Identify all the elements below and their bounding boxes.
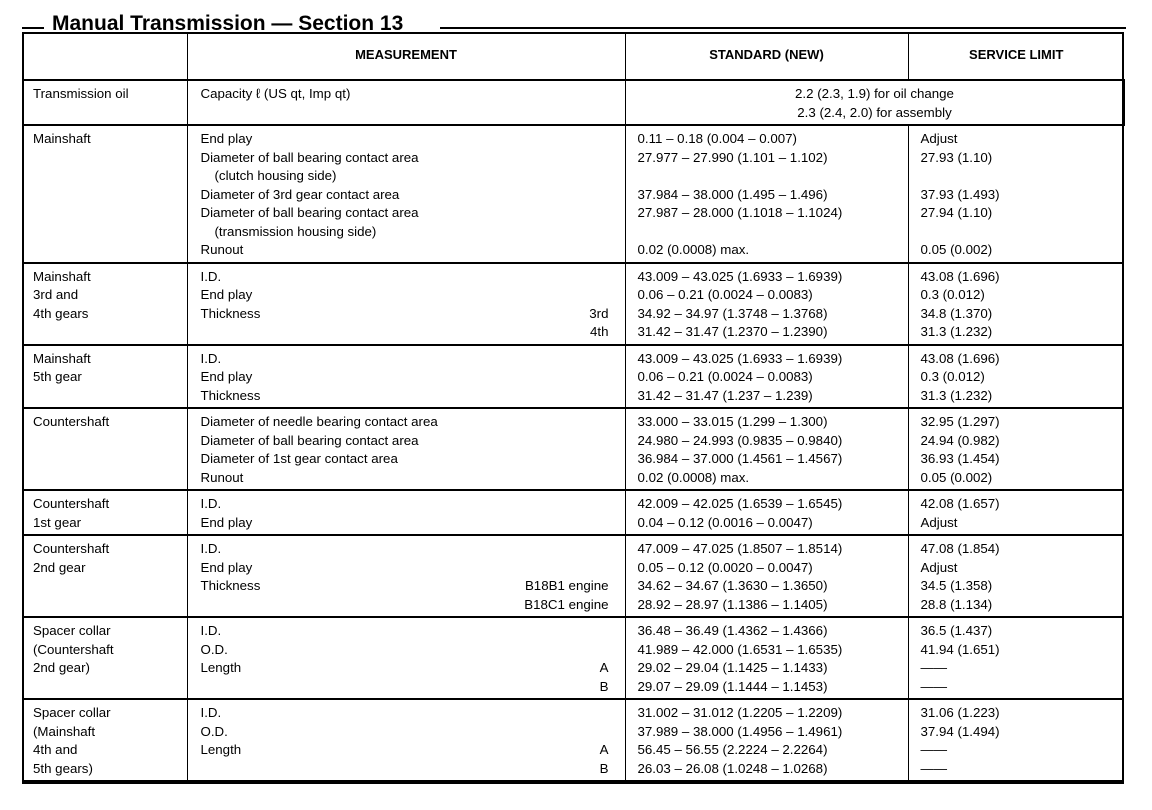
spec-group: [22, 125, 1124, 263]
standard-value: 36.984 – 37.000 (1.4561 – 1.4567): [637, 451, 843, 466]
spec-group: [22, 535, 1124, 617]
measurement-label: End play: [200, 287, 253, 302]
service-limit-cell: [908, 490, 1124, 535]
service-limit-value: 37.94 (1.494): [920, 723, 1000, 739]
component-label: Mainshaft: [33, 131, 91, 146]
measurement-label: Diameter of ball bearing contact area: [200, 205, 419, 220]
spec-body: [22, 80, 1124, 781]
measurement-line: [201, 186, 625, 205]
standard-value: 0.02 (0.0008) max.: [637, 242, 750, 257]
service-limit-value: 0.05 (0.002): [920, 242, 993, 257]
measurement-line: [201, 495, 625, 514]
standard-value: 37.984 – 38.000 (1.495 – 1.496): [637, 186, 828, 202]
component-label: 5th gear: [33, 369, 82, 384]
measurement-label: (clutch housing side): [214, 168, 337, 183]
measurement-label: O.D.: [200, 723, 228, 739]
measurement-variant-tag: B18C1 engine: [524, 596, 609, 612]
measurement-label: End play: [200, 514, 253, 530]
service-limit-value: ——: [920, 742, 948, 757]
standard-value: 0.04 – 0.12 (0.0016 – 0.0047): [637, 514, 813, 530]
standard-value: 41.989 – 42.000 (1.6531 – 1.6535): [637, 641, 843, 657]
service-limit-value: 24.94 (0.982): [920, 432, 1000, 448]
service-limit-cell: [908, 345, 1124, 409]
measurement-line: [201, 723, 625, 742]
measurement-line: [201, 149, 625, 168]
service-limit-value: 47.08 (1.854): [920, 541, 1000, 556]
measurement-line: [201, 387, 625, 406]
measurement-line: [201, 305, 625, 324]
header-service-limit: SERVICE LIMIT: [908, 32, 1124, 80]
standard-value: 31.42 – 31.47 (1.2370 – 1.2390): [637, 324, 828, 339]
service-limit-value: 42.08 (1.657): [920, 496, 1000, 511]
measurement-cell: [187, 80, 625, 125]
spec-group: [22, 617, 1124, 699]
measurement-cell: [187, 408, 625, 490]
service-limit-value: Adjust: [920, 131, 958, 146]
measurement-line: [201, 760, 625, 779]
measurement-cell: [187, 125, 625, 263]
measurement-label: Length: [200, 660, 242, 675]
service-limit-cell: [908, 263, 1124, 345]
page-title: Manual Transmission — Section 13: [52, 12, 404, 35]
service-limit-value: 43.08 (1.696): [920, 350, 1000, 366]
component-label: (Mainshaft: [33, 723, 96, 739]
measurement-line: [201, 350, 625, 369]
header-row: [22, 32, 1124, 80]
measurement-label: Runout: [200, 469, 244, 485]
component-label: Mainshaft: [33, 268, 91, 284]
measurement-cell: [187, 263, 625, 345]
measurement-cell: [187, 345, 625, 409]
measurement-label: Thickness: [200, 387, 261, 403]
standard-value: 26.03 – 26.08 (1.0248 – 1.0268): [637, 760, 828, 776]
measurement-label: I.D.: [200, 350, 222, 366]
standard-value: 33.000 – 33.015 (1.299 – 1.300): [637, 414, 828, 429]
measurement-variant-tag: 3rd: [589, 305, 609, 321]
service-limit-value: 31.06 (1.223): [920, 705, 1000, 720]
standard-value: 43.009 – 43.025 (1.6933 – 1.6939): [637, 350, 843, 366]
standard-value: 29.07 – 29.09 (1.1444 – 1.1453): [637, 678, 828, 694]
standard-value: 27.987 – 28.000 (1.1018 – 1.1024): [637, 205, 843, 220]
component-label: 4th gears: [33, 305, 89, 321]
measurement-label: I.D.: [200, 705, 222, 720]
spec-group: [22, 699, 1124, 781]
measurement-line: [201, 130, 625, 149]
service-limit-value: 31.3 (1.232): [920, 324, 993, 339]
measurement-cell: [187, 699, 625, 781]
service-limit-value: [921, 167, 1125, 186]
component-cell: [22, 263, 187, 345]
title-rule-right: [440, 27, 1126, 29]
service-limit-value: ——: [920, 760, 948, 776]
measurement-label: Diameter of 1st gear contact area: [200, 451, 398, 466]
component-label: Countershaft: [33, 414, 110, 429]
measurement-label: Thickness: [200, 305, 261, 321]
component-label: 1st gear: [33, 514, 82, 530]
title-rule-left: [22, 27, 44, 29]
standard-value: 29.02 – 29.04 (1.1425 – 1.1433): [637, 660, 828, 675]
measurement-line: [201, 641, 625, 660]
measurement-label: I.D.: [200, 541, 222, 556]
standard-value: [638, 223, 908, 242]
service-limit-value: 36.5 (1.437): [920, 623, 993, 638]
standard-value: 0.11 – 0.18 (0.004 – 0.007): [637, 131, 797, 146]
measurement-label: I.D.: [200, 623, 222, 638]
standard-value: 37.989 – 38.000 (1.4956 – 1.4961): [637, 723, 843, 739]
service-limit-cell: [908, 535, 1124, 617]
measurement-line: [201, 241, 625, 260]
measurement-line: [201, 704, 625, 723]
service-limit-cell: [908, 617, 1124, 699]
measurement-line: [201, 432, 625, 451]
header-standard: STANDARD (NEW): [625, 32, 908, 80]
service-limit-value: Adjust: [920, 559, 958, 575]
capacity-oil-change: 2.2 (2.3, 1.9) for oil change: [795, 86, 954, 101]
measurement-line: [201, 167, 625, 186]
measurement-variant-tag: B18B1 engine: [524, 578, 609, 593]
measurement-line: [201, 559, 625, 578]
component-cell: [22, 490, 187, 535]
component-cell: [22, 345, 187, 409]
component-label: Countershaft: [33, 541, 110, 556]
service-limit-value: 34.5 (1.358): [920, 578, 993, 593]
measurement-line: [201, 469, 625, 488]
standard-value: 0.02 (0.0008) max.: [637, 469, 750, 485]
measurement-variant-tag: A: [599, 742, 609, 757]
measurement-line: [201, 413, 625, 432]
measurement-line: [201, 596, 625, 615]
component-cell: [22, 125, 187, 263]
standard-value: 24.980 – 24.993 (0.9835 – 0.9840): [637, 432, 843, 448]
standard-cell: [625, 408, 908, 490]
service-limit-value: 27.93 (1.10): [920, 149, 993, 165]
standard-value: 27.977 – 27.990 (1.101 – 1.102): [637, 149, 828, 165]
measurement-label: I.D.: [200, 268, 222, 284]
standard-cell: [625, 263, 908, 345]
spec-table: [22, 32, 1125, 782]
measurement-label: O.D.: [200, 641, 228, 657]
component-cell: [22, 408, 187, 490]
standard-cell: [625, 535, 908, 617]
measurement-line: [201, 450, 625, 469]
measurement-cell: [187, 490, 625, 535]
component-cell: [22, 617, 187, 699]
measurement-line: [201, 286, 625, 305]
component-label: Mainshaft: [33, 350, 91, 366]
component-cell: [22, 699, 187, 781]
measurement-label: Diameter of ball bearing contact area: [200, 432, 419, 448]
spec-group: [22, 345, 1124, 409]
service-limit-value: Adjust: [920, 514, 958, 530]
standard-value: 28.92 – 28.97 (1.1386 – 1.1405): [637, 596, 828, 612]
service-limit-cell: [908, 408, 1124, 490]
component-label: Countershaft: [33, 496, 110, 511]
measurement-label: Diameter of 3rd gear contact area: [200, 186, 400, 202]
service-limit-value: 0.3 (0.012): [920, 369, 985, 384]
standard-value: 0.05 – 0.12 (0.0020 – 0.0047): [637, 559, 813, 575]
component-label: (Countershaft: [33, 641, 114, 657]
service-limit-cell: [908, 125, 1124, 263]
standard-value: 42.009 – 42.025 (1.6539 – 1.6545): [637, 496, 843, 511]
measurement-line: [201, 268, 625, 287]
component-cell: [22, 535, 187, 617]
measurement-line: [201, 204, 625, 223]
measurement-line: [201, 622, 625, 641]
measurement-variant-tag: B: [599, 678, 609, 694]
measurement-line: [201, 368, 625, 387]
measurement-label: Length: [200, 742, 242, 757]
measurement-label: End play: [200, 131, 253, 146]
measurement-label: Diameter of needle bearing contact area: [200, 414, 438, 429]
measurement-label: I.D.: [200, 496, 222, 511]
measurement-line: [201, 577, 625, 596]
service-limit-value: [921, 223, 1125, 242]
component-label: Transmission oil: [33, 86, 129, 101]
service-limit-value: 27.94 (1.10): [920, 205, 993, 220]
service-limit-value: 43.08 (1.696): [920, 268, 1000, 284]
measurement-label: Diameter of ball bearing contact area: [200, 149, 419, 165]
group-transmission-oil: [22, 80, 1124, 125]
component-label: 4th and: [33, 742, 78, 757]
measurement-cell: [187, 535, 625, 617]
spec-group: [22, 263, 1124, 345]
component-label: 2nd gear: [33, 559, 86, 575]
service-limit-value: 0.3 (0.012): [920, 287, 985, 302]
service-limit-value: ——: [920, 660, 948, 675]
service-limit-value: 0.05 (0.002): [920, 469, 993, 485]
measurement-label: Runout: [200, 242, 244, 257]
measurement-variant-tag: B: [599, 760, 609, 776]
service-limit-value: 32.95 (1.297): [920, 414, 1000, 429]
standard-value: 0.06 – 0.21 (0.0024 – 0.0083): [637, 287, 813, 302]
standard-value: 31.002 – 31.012 (1.2205 – 1.2209): [637, 705, 843, 720]
measurement-label: End play: [200, 559, 253, 575]
capacity-assembly: 2.3 (2.4, 2.0) for assembly: [797, 104, 952, 120]
component-label: 5th gears): [33, 760, 93, 776]
component-label: Spacer collar: [33, 705, 111, 720]
measurement-line: [201, 223, 625, 242]
measurement-line: [201, 540, 625, 559]
standard-value: 34.62 – 34.67 (1.3630 – 1.3650): [637, 578, 828, 593]
standard-value: 31.42 – 31.47 (1.237 – 1.239): [637, 387, 813, 403]
standard-cell: [625, 699, 908, 781]
service-limit-value: 36.93 (1.454): [920, 451, 1000, 466]
spec-group: [22, 490, 1124, 535]
component-label: 3rd and: [33, 287, 79, 302]
standard-value: 47.009 – 47.025 (1.8507 – 1.8514): [637, 541, 843, 556]
spec-group: [22, 408, 1124, 490]
standard-value: 43.009 – 43.025 (1.6933 – 1.6939): [637, 268, 843, 284]
measurement-label: Thickness: [200, 578, 261, 593]
service-limit-value: 31.3 (1.232): [920, 387, 993, 403]
standard-value: 34.92 – 34.97 (1.3748 – 1.3768): [637, 305, 828, 321]
service-limit-value: 37.93 (1.493): [920, 186, 1000, 202]
measurement-variant-tag: A: [599, 660, 609, 675]
service-limit-value: 41.94 (1.651): [920, 641, 1000, 657]
measurement-line: [201, 678, 625, 697]
component-cell: [22, 80, 187, 125]
measurement-label: (transmission housing side): [214, 223, 377, 239]
service-limit-value: ——: [920, 678, 948, 694]
standard-cell: [625, 490, 908, 535]
measurement-label: End play: [200, 369, 253, 384]
service-limit-cell: [908, 699, 1124, 781]
standard-value: [638, 167, 908, 186]
measurement-line: [201, 659, 625, 678]
measurement-variant-tag: 4th: [590, 324, 609, 339]
standard-cell: [625, 125, 908, 263]
component-label: 2nd gear): [33, 660, 90, 675]
standard-cell: [625, 345, 908, 409]
measurement-label: Capacity ℓ (US qt, Imp qt): [200, 86, 351, 101]
standard-value: 36.48 – 36.49 (1.4362 – 1.4366): [637, 623, 828, 638]
header-component: [22, 32, 187, 80]
standard-value: 0.06 – 0.21 (0.0024 – 0.0083): [637, 369, 813, 384]
header-measurement: MEASUREMENT: [187, 32, 625, 80]
measurement-line: [201, 741, 625, 760]
measurement-line: [201, 323, 625, 342]
component-label: Spacer collar: [33, 623, 111, 638]
measurement-cell: [187, 617, 625, 699]
service-limit-value: 34.8 (1.370): [920, 305, 993, 321]
capacity-cell: [625, 80, 1124, 125]
service-limit-value: 28.8 (1.134): [920, 596, 993, 612]
standard-cell: [625, 617, 908, 699]
measurement-line: [201, 514, 625, 533]
standard-value: 56.45 – 56.55 (2.2224 – 2.2264): [637, 742, 828, 757]
